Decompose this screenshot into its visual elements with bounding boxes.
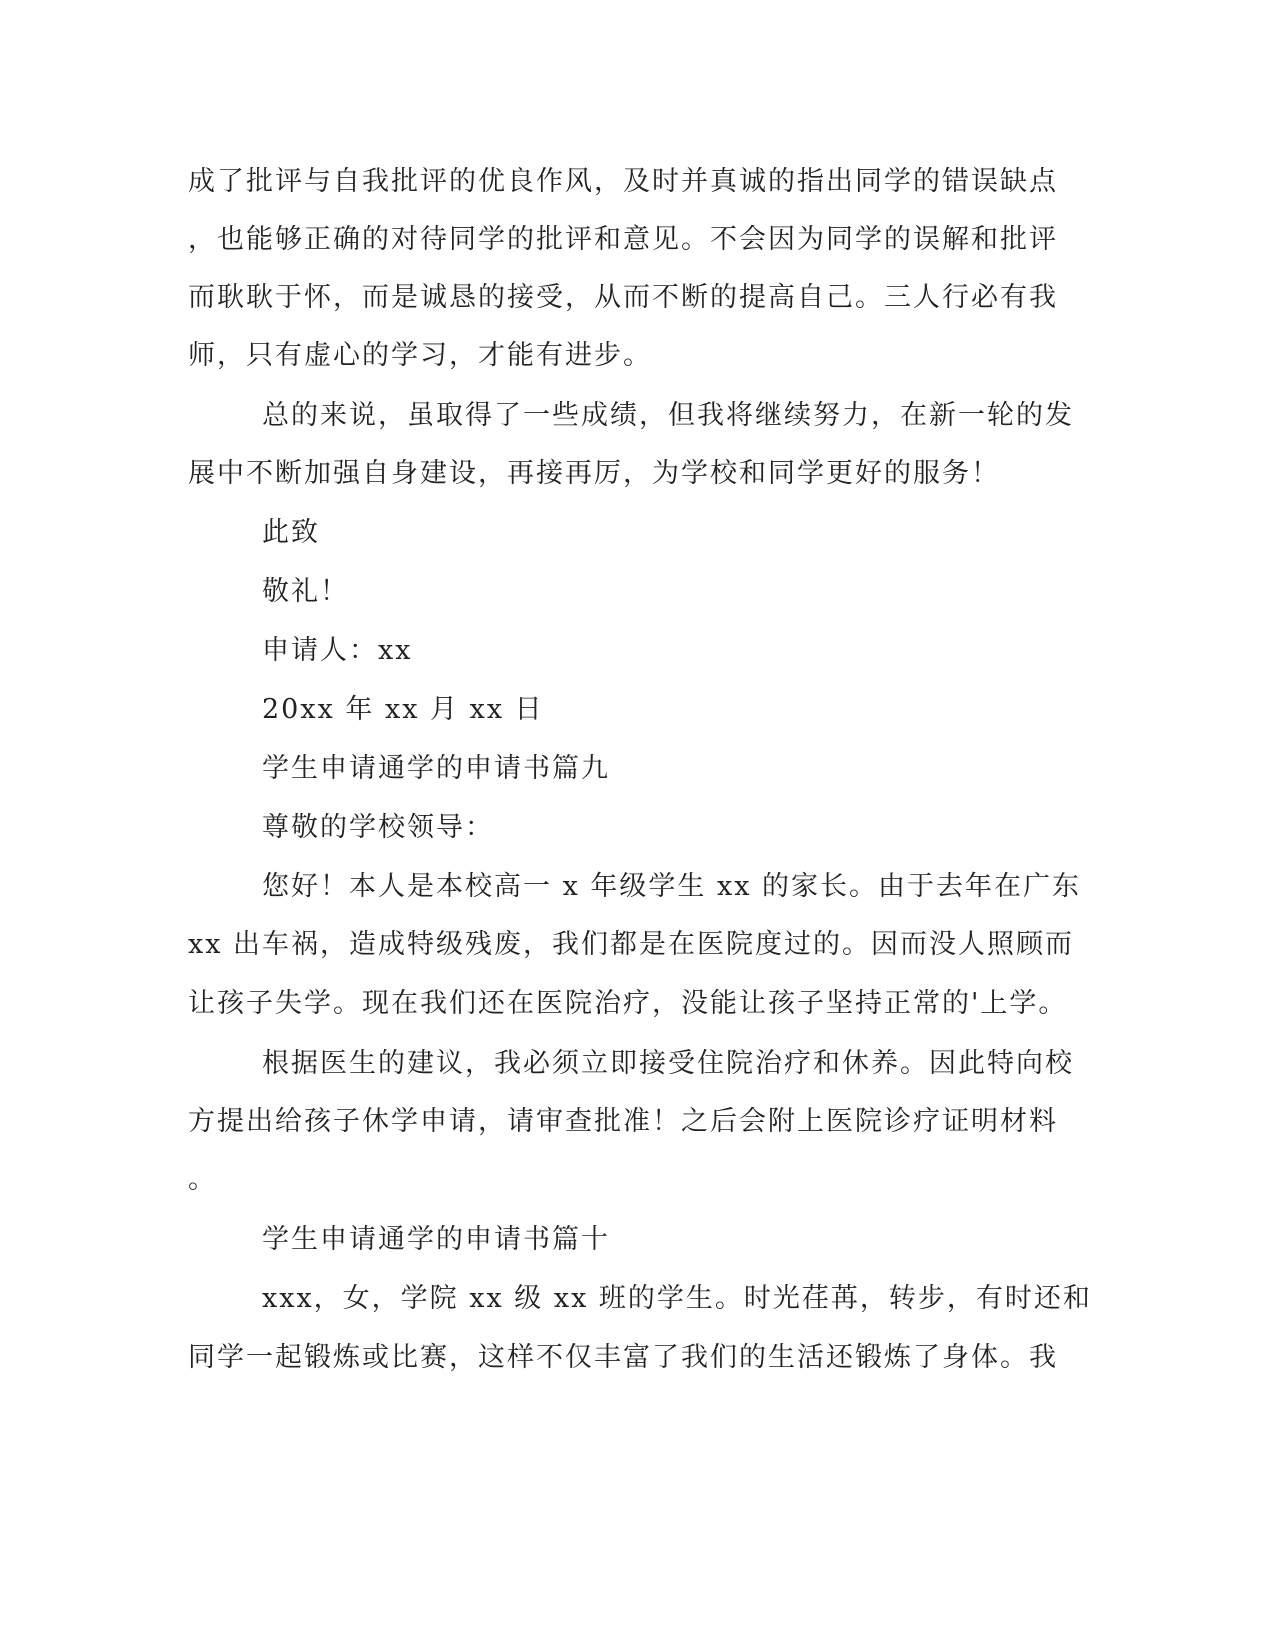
closing-salutation: 此致	[262, 517, 320, 548]
paragraph-line: xxx，女，学院 xx 级 xx 班的学生。时光荏苒，转步，有时还和	[262, 1283, 1092, 1314]
paragraph-line: ，也能够正确的对待同学的批评和意见。不会因为同学的误解和批评	[188, 224, 1058, 255]
paragraph-line: 同学一起锻炼或比赛，这样不仅丰富了我们的生活还锻炼了身体。我	[188, 1342, 1058, 1373]
closing-regards: 敬礼！	[262, 576, 349, 607]
date-line: 20xx 年 xx 月 xx 日	[262, 694, 544, 725]
paragraph-line: 展中不断加强自身建设，再接再厉，为学校和同学更好的服务！	[188, 458, 1000, 489]
paragraph-line: 您好！本人是本校高一 x 年级学生 xx 的家长。由于去年在广东	[262, 871, 1082, 902]
paragraph-line: 总的来说，虽取得了一些成绩，但我将继续努力，在新一轮的发	[262, 400, 1074, 431]
paragraph-line: 师，只有虚心的学习，才能有进步。	[188, 340, 652, 371]
paragraph-line: 成了批评与自我批评的优良作风，及时并真诚的指出同学的错误缺点	[188, 166, 1058, 197]
section-heading: 学生申请通学的申请书篇十	[262, 1224, 610, 1255]
paragraph-line: xx 出车祸，造成特级残废，我们都是在医院度过的。因而没人照顾而	[188, 929, 1075, 960]
section-heading: 学生申请通学的申请书篇九	[262, 753, 610, 784]
paragraph-line: 。	[188, 1164, 217, 1195]
applicant-line: 申请人：xx	[262, 635, 413, 666]
paragraph-line: 根据医生的建议，我必须立即接受住院治疗和休养。因此特向校	[262, 1048, 1074, 1079]
paragraph-line: 而耿耿于怀，而是诚恳的接受，从而不断的提高自己。三人行必有我	[188, 282, 1058, 313]
paragraph-line: 让孩子失学。现在我们还在医院治疗，没能让孩子坚持正常的'上学。	[188, 988, 1068, 1019]
letter-greeting: 尊敬的学校领导：	[262, 812, 494, 843]
paragraph-line: 方提出给孩子休学申请，请审查批准！之后会附上医院诊疗证明材料	[188, 1106, 1058, 1137]
